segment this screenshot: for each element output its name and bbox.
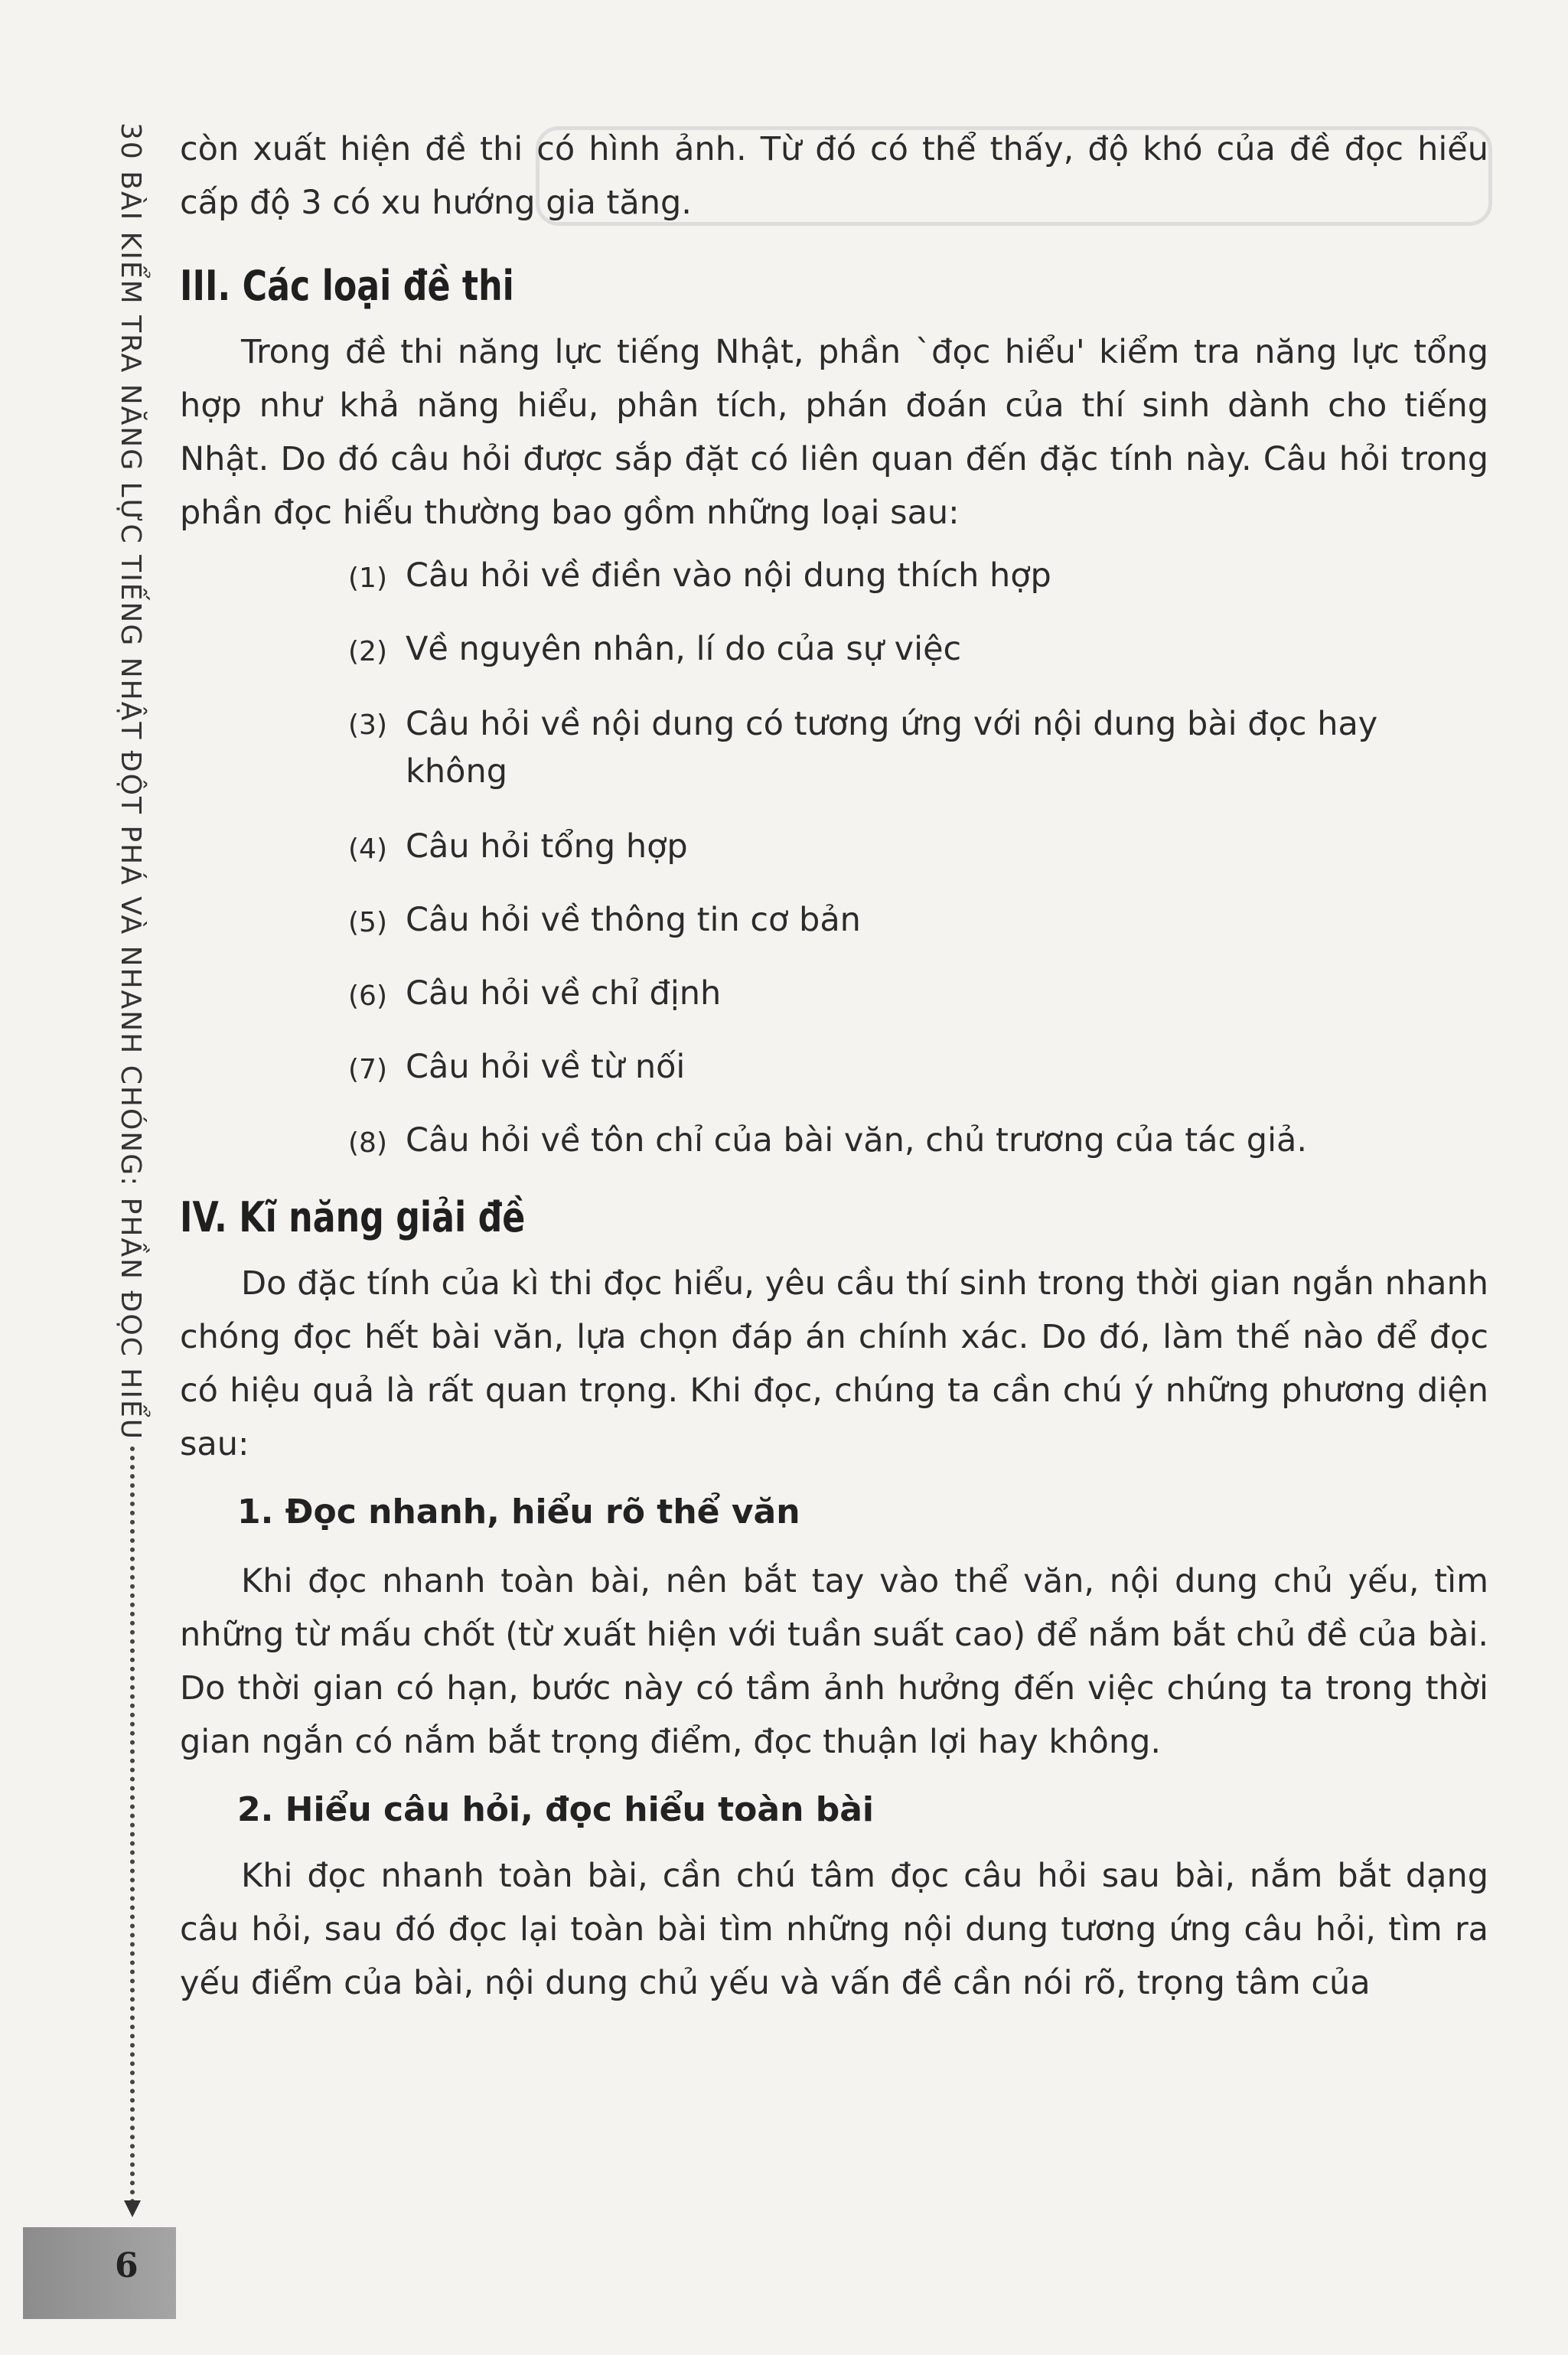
- list-item: (6) Câu hỏi về chỉ định: [348, 974, 722, 1013]
- page-content: [180, 122, 1488, 2010]
- list-item: (1) Câu hỏi về điền vào nội dung thích hợp: [348, 556, 1051, 595]
- list-item: (3) Câu hỏi về nội dung có tương ứng với nội dung bài đọc hay không: [348, 705, 1378, 791]
- subsection-1-heading: 1. Đọc nhanh, hiểu rõ thể văn: [237, 1492, 800, 1531]
- page-number: 6: [115, 2246, 139, 2285]
- subsection-2-heading: 2. Hiểu câu hỏi, đọc hiểu toàn bài: [237, 1790, 875, 1829]
- dotted-guide-line: [130, 1447, 135, 2204]
- section-4-paragraph: Do đặc tính của kì thi đọc hiểu, yêu cầu thí sinh trong thời gian ngắn nhanh chóng đọc hết bài văn, lựa chọn đáp án chính xác. Do đó, làm thế nào để đọc có hiệu quả là rất quan trọng. Khi đọc, chúng ta cần chú ý những phương diện sau:: [180, 1264, 1488, 1463]
- question-type-list: [180, 553, 1488, 1163]
- subsection-2-paragraph: Khi đọc nhanh toàn bài, cần chú tâm đọc câu hỏi sau bài, nắm bắt dạng câu hỏi, sau đó đọc lại toàn bài tìm những nội dung tương ứng câu hỏi, tìm ra yếu điểm của bài, nội dung chủ yếu và vấn đề cần nói rõ, trọng tâm của: [180, 1857, 1488, 2002]
- list-item: (5) Câu hỏi về thông tin cơ bản: [348, 901, 861, 939]
- arrow-down-icon: [124, 2200, 141, 2217]
- section-3-paragraph: Trong đề thi năng lực tiếng Nhật, phần `đọc hiểu' kiểm tra năng lực tổng hợp như khả năng hiểu, phân tích, phán đoán của thí sinh dành cho tiếng Nhật. Do đó câu hỏi được sắp đặt có liên quan đến đặc tính này. Câu hỏi trong phần đọc hiểu thường bao gồm những loại sau:: [180, 333, 1488, 532]
- list-item: (4) Câu hỏi tổng hợp: [348, 827, 688, 866]
- page-tab: [23, 2227, 176, 2319]
- list-item: (7) Câu hỏi về từ nối: [348, 1048, 686, 1086]
- intro-paragraph: còn xuất hiện đề thi có hình ảnh. Từ đó có thể thấy, độ khó của đề đọc hiểu cấp độ 3 có xu hướng gia tăng.: [180, 130, 1488, 222]
- subsection-1-paragraph: Khi đọc nhanh toàn bài, nên bắt tay vào thể văn, nội dung chủ yếu, tìm những từ mấu chốt (từ xuất hiện với tuần suất cao) để nắm bắt chủ đề của bài. Do thời gian có hạn, bước này có tầm ảnh hưởng đến việc chúng ta trong thời gian ngắn có nắm bắt trọng điểm, đọc thuận lợi hay không.: [180, 1562, 1488, 1761]
- list-item: (2) Về nguyên nhân, lí do của sự việc: [348, 630, 962, 668]
- section-3-heading: III. Các loại đề thi: [180, 262, 514, 310]
- book-title-vertical: 30 BÀI KIỂM TRA NĂNG LỰC TIẾNG NHẬT ĐỘT PHÁ VÀ NHANH CHÓNG: PHẦN ĐỌC HIỂU: [115, 122, 146, 1441]
- section-4-heading: IV. Kĩ năng giải đề: [180, 1193, 526, 1241]
- list-item: (8) Câu hỏi về tôn chỉ của bài văn, chủ trương của tác giả.: [348, 1121, 1308, 1160]
